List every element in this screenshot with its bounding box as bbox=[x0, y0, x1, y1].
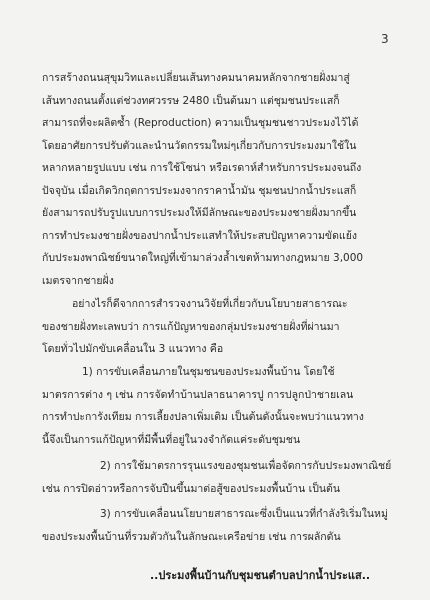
text-line: ของประมงพื้นบ้านที่รวมตัวกันในลักษณะเครือข่าย เช่น การผลักดัน bbox=[42, 530, 341, 543]
list-item-community bbox=[42, 361, 394, 451]
text-line: นี้จึงเป็นการแก้ปัญหาที่มีพื้นที่อยู่ในวงจำกัดแค่ระดับชุมชน bbox=[42, 433, 301, 446]
paragraph-history bbox=[42, 67, 394, 292]
text-line: เส้นทางถนนตั้งแต่ช่วงทศวรรษ 2480 เป็นต้นมา แต่ชุมชนประแสก็ bbox=[42, 94, 340, 107]
text-line: 1) การขับเคลื่อนภายในชุมชนของประมงพื้นบ้าน โดยใช้ bbox=[82, 366, 335, 378]
text-line: โดยทั่วไปมักขับเคลื่อนใน 3 แนวทาง คือ bbox=[42, 343, 224, 355]
text-line: 2) การใช้มาตรการรุนแรงของชุมชนเพื่อจัดการกับประมงพาณิชย์ bbox=[100, 460, 392, 472]
text-line: อย่างไรก็ดีจากการสำรวจงานวิจัยที่เกี่ยวกับนโยบายสาธารณะ bbox=[72, 298, 348, 310]
text-line: การสร้างถนนสุขุมวิทและเปลี่ยนเส้นทางคมนาคมหลักจากชายฝั่งมาสู่ bbox=[42, 72, 350, 84]
text-line: ปัจจุบัน เมื่อเกิดวิกฤตการประมงจากราคาน้ำมัน ชุมชนปากน้ำประแสก็ bbox=[42, 184, 357, 197]
text-line: ของชายฝั่งทะเลพบว่า การแก้ปัญหาของกลุ่มประมงชายฝั่งที่ผ่านมา bbox=[42, 320, 340, 333]
list-item-measures bbox=[42, 455, 394, 500]
text-line: การทำประมงชายฝั่งของปากน้ำประแสทำให้ประสบปัญหาความขัดแย้ง bbox=[42, 229, 357, 242]
text-line: สามารถที่จะผลิตซ้ำ (Reproduction) ความเป็นชุมชนชาวประมงไว้ได้ bbox=[42, 117, 359, 129]
text-line: หลากหลายรูปแบบ เช่น การใช้โซน่า หรือเรดาห์สำหรับการประมงจนถึง bbox=[42, 162, 362, 174]
text-line: 3) การขับเคลื่อนนโยบายสาธารณะซึ่งเป็นแนวที่กำลังริเริ่มในหมู่ bbox=[100, 508, 388, 520]
text-line: ยังสามารถปรับรูปแบบการประมงให้มีลักษณะของประมงชายฝั่งมากขึ้น bbox=[42, 207, 357, 219]
text-line: กับประมงพาณิชย์ขนาดใหญ่ที่เข้ามาล่วงล้ำเขตห้ามทางกฎหมาย 3,000 bbox=[42, 252, 364, 264]
text-line: มาตรการต่าง ๆ เช่น การจัดทำบ้านปลาธนาคารปู การปลูกป่าชายเลน bbox=[42, 388, 354, 401]
text-line: เมตรจากชายฝั่ง bbox=[42, 274, 114, 287]
paragraph-research bbox=[42, 293, 394, 361]
list-item-policy bbox=[42, 503, 394, 548]
running-footer: ..ประมงพื้นบ้านกับชุมชนตำบลปากน้ำประแส.. bbox=[150, 569, 371, 582]
text-line: เช่น การปิดอ่าวหรือการจับปืนขึ้นมาต่อสู้ของประมงพื้นบ้าน เป็นต้น bbox=[42, 482, 341, 495]
text-line: การทำปะการังเทียม การเลี้ยงปลาเพิ่มเติม เป็นต้นดังนั้นจะพบว่าแนวทาง bbox=[42, 411, 364, 423]
text-line: โดยอาศัยการปรับตัวและนำนวัตกรรมใหม่ๆเกี่ยวกับการประมงมาใช้ใน bbox=[42, 139, 357, 152]
page-number: 3 bbox=[381, 32, 389, 46]
